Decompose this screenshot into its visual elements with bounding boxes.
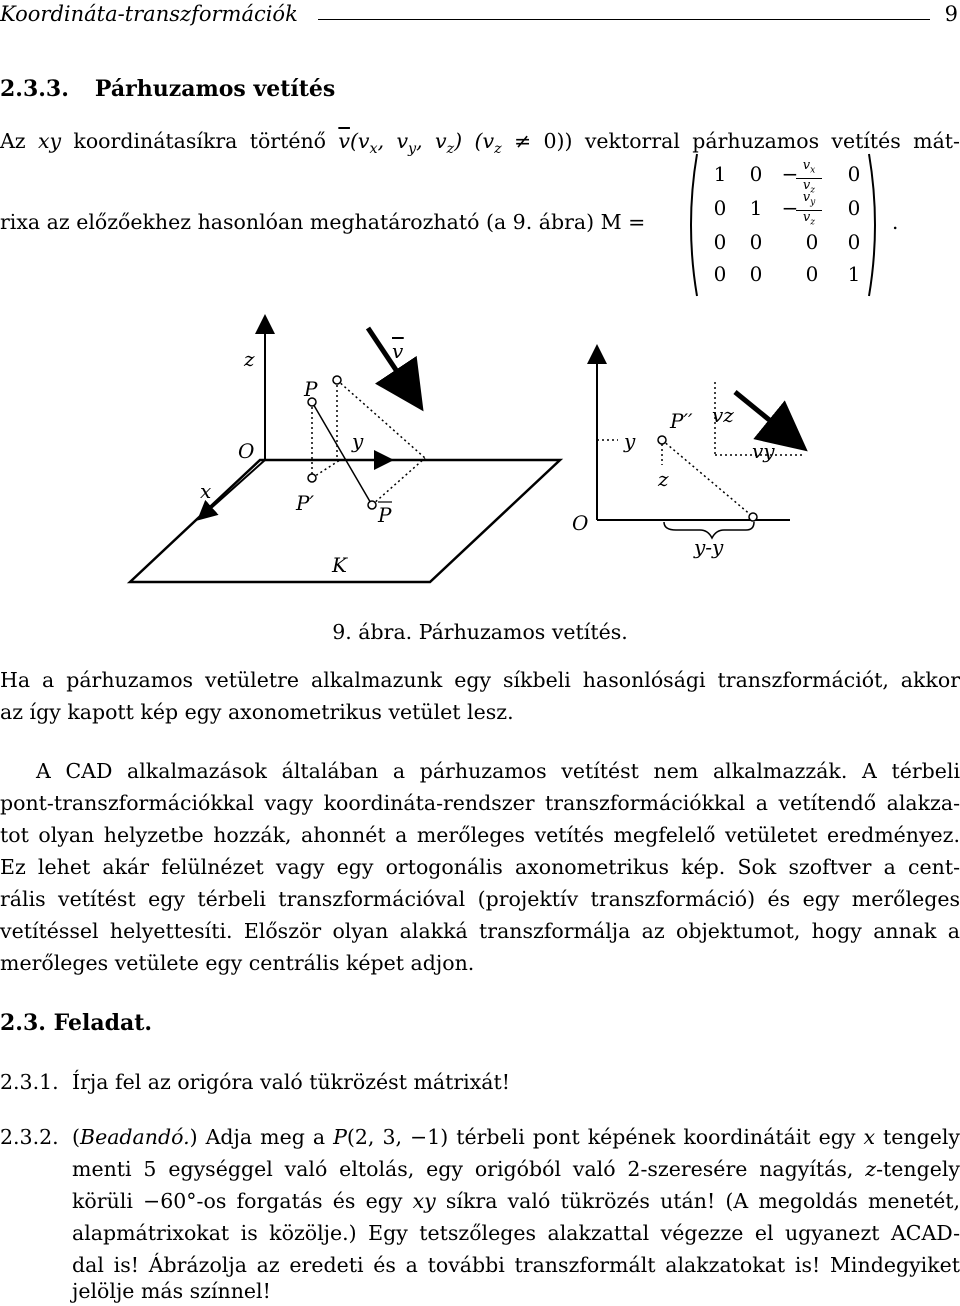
svg-text:v: v	[392, 339, 404, 363]
svg-text:K: K	[332, 553, 347, 577]
svg-text:x: x	[200, 479, 212, 503]
point-P-double-prime	[658, 436, 666, 444]
projection-matrix: 1 0 − $\frac{v_x}{v_z}$ 0 0 1 − $\frac{v_y}{v_z}$ 0 0 0 0 0 0 0 0 1	[713, 158, 861, 286]
para1-line-2: az így kapott kép egy axonometrikus vetület lesz.	[0, 700, 514, 724]
svg-text:P: P	[304, 377, 318, 401]
svg-text:y-y: y-y	[694, 535, 724, 559]
task-2-line-3: körüli −60°-os forgatás és egy xy síkra való tükrözés után! (A megoldás menetét,	[72, 1189, 960, 1213]
task-2-line-6: jelölje más színnel!	[72, 1279, 271, 1303]
task-2-line-4: alapmátrixokat is közölje.) Egy tetszőleges alakzattal végezze el ugyanezt ACAD-	[72, 1221, 960, 1245]
svg-text:y: y	[352, 429, 364, 453]
task-2-line-1: (Beadandó.) Adja meg a P(2, 3, −1) térbeli pont képének koordinátáit egy x tengely	[72, 1125, 960, 1149]
figure-parallel-projection	[0, 300, 960, 620]
point-P-bar	[368, 501, 376, 509]
svg-text:O: O	[572, 511, 589, 535]
para2-line-7: merőleges vetülete egy centrális képet adjon.	[0, 951, 475, 975]
task-2-line-5: dal is! Ábrázolja az eredeti és a további transzformált alakzatokat is! Mindegyiket	[72, 1253, 960, 1277]
section-number: 2.3.3.	[0, 76, 69, 102]
svg-text:z: z	[658, 467, 669, 491]
left-diagram	[130, 318, 560, 582]
running-header-title: Koordináta-transzformációk	[0, 2, 298, 26]
right-labels	[572, 403, 775, 559]
svg-text:vy: vy	[752, 439, 775, 463]
para2-line-4: Ez lehet akár felülnézet vagy egy ortogonális axonometrikus kép. Sok szoftver a cent-	[0, 855, 960, 879]
intro-line-1: Az xy koordinátasíkra történő $\overline{v}(v_x$, $v_y$, $v_z$) $(v_z \ne 0)$) vektorral párhuzamos vetítés mát-	[0, 129, 960, 158]
svg-text:vz: vz	[712, 403, 734, 427]
section-title: Párhuzamos vetítés	[94, 76, 336, 102]
projection-line	[312, 402, 372, 505]
figure-caption: 9. ábra. Párhuzamos vetítés.	[332, 620, 628, 644]
intro-line-2: rixa az előzőekhez hasonlóan meghatározható (a 9. ábra) M =	[0, 210, 646, 234]
page-number: 9	[944, 2, 958, 26]
para2-line-5: rális vetítést egy térbeli transzformációval (projektív transzformáció) és egy merőleges	[0, 887, 960, 911]
svg-text:y: y	[624, 429, 636, 453]
para2-line-2: pont-transzformációkkal vagy koordináta-rendszer transzformációkkal a vetítendő alakza-	[0, 791, 960, 815]
section-heading	[0, 76, 335, 102]
exercise-heading: 2.3. Feladat.	[0, 1010, 153, 1036]
para1-line-1: Ha a párhuzamos vetületre alkalmazunk egy síkbeli hasonlósági transzformációt, akkor	[0, 668, 960, 692]
header-rule	[318, 19, 930, 20]
task-1-number: 2.3.1.	[0, 1070, 59, 1094]
task-1-text: Írja fel az origóra való tükrözést mátrixát!	[72, 1070, 510, 1094]
right-v-arrow	[735, 392, 800, 445]
para2-line-6: vetítéssel helyettesíti. Először olyan alakká transzformálja az objektumot, hogy annak a	[0, 919, 960, 943]
task-2-line-2: menti 5 egységgel való eltolás, egy origóból való 2-szeresére nagyítás, z-tengely	[72, 1157, 960, 1181]
svg-text:P′′: P′′	[670, 409, 693, 433]
svg-text:P′: P′	[296, 491, 314, 515]
svg-text:O: O	[238, 439, 255, 463]
para2-line-1: A CAD alkalmazások általában a párhuzamos vetítést nem alkalmazzák. A térbeli	[36, 759, 960, 783]
svg-text:P: P	[378, 503, 392, 527]
matrix-period: .	[892, 210, 899, 234]
left-labels	[200, 338, 404, 577]
svg-text:z: z	[244, 347, 255, 371]
point-P-prime	[308, 474, 316, 482]
para2-line-3: tot olyan helyzetbe hozzák, ahonnét a merőleges vetítés megfelelő vetületet eredményez.	[0, 823, 960, 847]
task-2-number: 2.3.2.	[0, 1125, 59, 1149]
